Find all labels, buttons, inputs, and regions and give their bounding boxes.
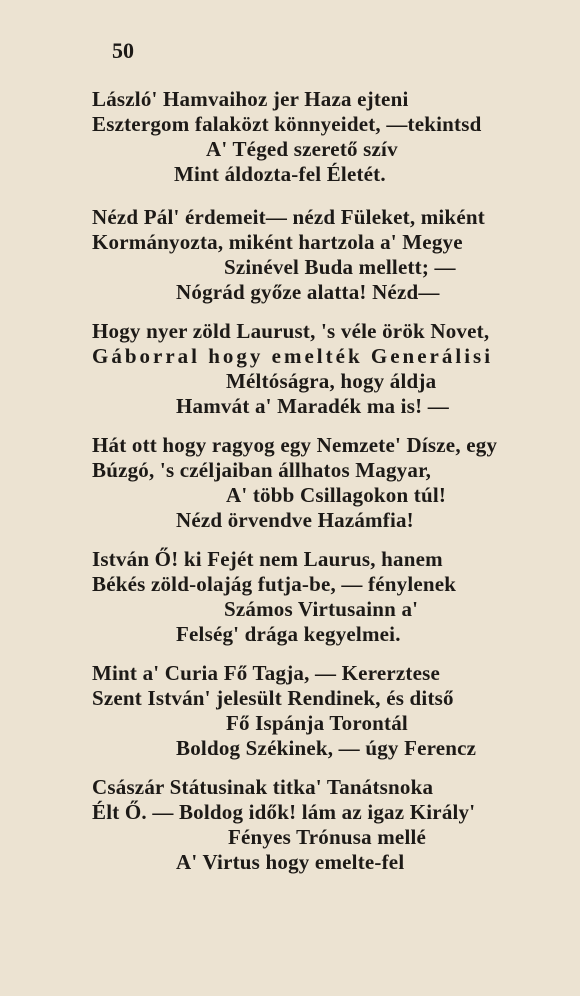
poem-line: Élt Ő. — Boldog idők! lám az igaz Király' bbox=[92, 800, 476, 824]
poem-line: István Ő! ki Fejét nem Laurus, hanem bbox=[92, 547, 443, 571]
poem-line: Nézd örvendve Hazámfia! bbox=[176, 508, 414, 532]
poem-line: A' több Csillagokon túl! bbox=[226, 483, 447, 507]
poem-line: Hamvát a' Maradék ma is! — bbox=[176, 394, 449, 418]
poem-line: A' Virtus hogy emelte-fel bbox=[176, 850, 405, 874]
poem-line: Hogy nyer zöld Laurust, 's véle örök Novet, bbox=[92, 319, 490, 343]
poem-line: Esztergom falaközt könnyeidet, —tekintsd bbox=[92, 112, 482, 136]
poem-line: Mint áldozta-fel Életét. bbox=[174, 162, 386, 186]
page-number: 50 bbox=[112, 38, 134, 63]
poem-line: Hát ott hogy ragyog egy Nemzete' Dísze, egy bbox=[92, 433, 498, 457]
poem-line: Békés zöld-olajág futja-be, — fénylenek bbox=[92, 572, 457, 596]
poem-line: Kormányozta, miként hartzola a' Megye bbox=[92, 230, 463, 254]
poem-line: A' Téged szerető szív bbox=[206, 137, 398, 161]
poem-line: Méltóságra, hogy áldja bbox=[226, 369, 437, 393]
poem-line: Gáborral hogy emelték Generálisi bbox=[92, 344, 494, 368]
poem-line: László' Hamvaihoz jer Haza ejteni bbox=[92, 87, 409, 111]
poem-line: Szent István' jelesült Rendinek, és ditső bbox=[92, 686, 454, 710]
poem-line: Fő Ispánja Torontál bbox=[226, 711, 408, 735]
poem-line: Boldog Székinek, — úgy Ferencz bbox=[176, 736, 477, 760]
poem-line: Felség' drága kegyelmei. bbox=[176, 622, 401, 646]
poem-line: Nógrád győze alatta! Nézd— bbox=[176, 280, 440, 304]
poem-line: Búzgó, 's czéljaiban állhatos Magyar, bbox=[92, 458, 432, 482]
poem-line: Mint a' Curia Fő Tagja, — Kererztese bbox=[92, 661, 440, 685]
poem-line: Nézd Pál' érdemeit— nézd Füleket, miként bbox=[92, 205, 485, 229]
poem-line: Számos Virtusainn a' bbox=[224, 597, 419, 621]
poem-line: Császár Státusinak titka' Tanátsnoka bbox=[92, 775, 434, 799]
poem-line: Szinével Buda mellett; — bbox=[224, 255, 456, 279]
poem-line: Fényes Trónusa mellé bbox=[228, 825, 427, 849]
